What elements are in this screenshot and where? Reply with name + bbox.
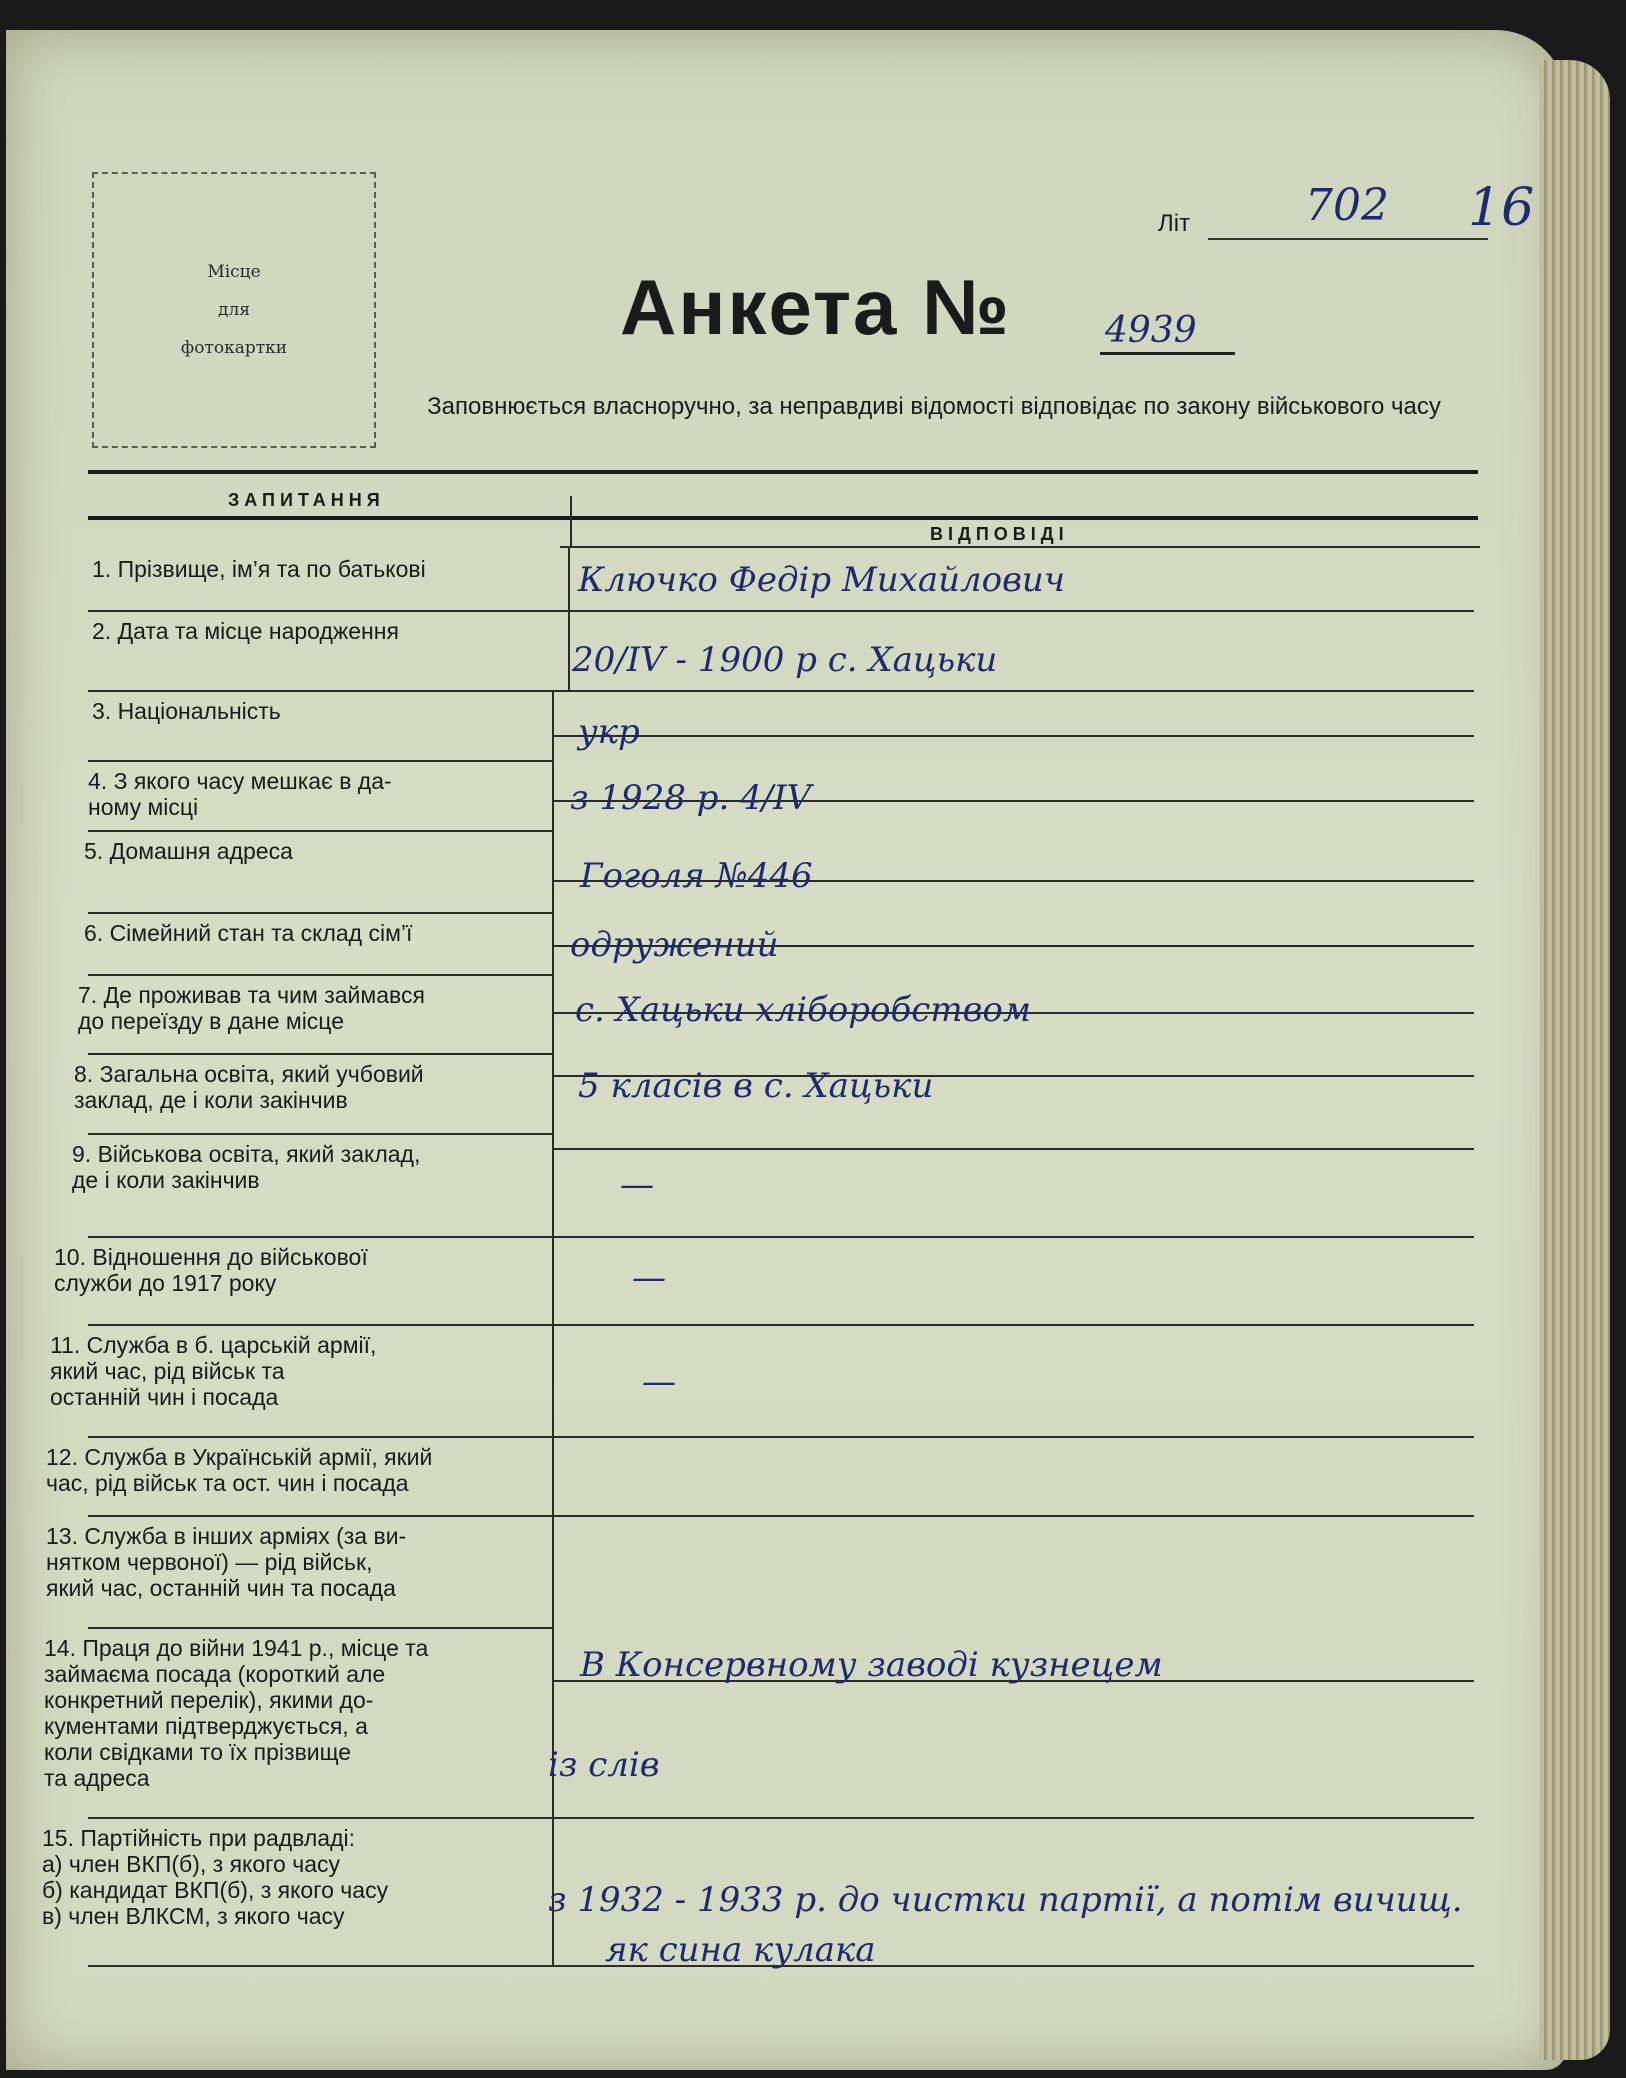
question-row-rule: [88, 760, 554, 762]
column-divider: [552, 1324, 554, 1436]
answer-15-line-2: як сина кулака: [605, 1930, 876, 1970]
question-row-rule: [88, 610, 554, 612]
question-11: 11. Служба в б. царській армії, який час, рід військ та останній чин і посада: [50, 1332, 377, 1410]
column-divider: [552, 1236, 554, 1324]
question-row-rule: [88, 1324, 554, 1326]
form-subtitle: Заповнюється власноручно, за неправдиві відомості відповідає по закону військового часу: [427, 393, 1441, 420]
question-6: 6. Сімейний стан та склад сім’ї: [84, 920, 413, 946]
answer-row-rule: [554, 1148, 1474, 1150]
form-title: Анкета №: [620, 263, 1012, 351]
question-row-rule: [88, 830, 554, 832]
question-row-rule: [88, 1817, 554, 1819]
answer-row-rule: [554, 735, 1474, 737]
answer-row-rule: [554, 610, 1474, 612]
question-row-rule: [88, 1436, 554, 1438]
answer-row-rule: [554, 690, 1474, 692]
column-divider: [552, 830, 554, 912]
column-divider: [552, 1436, 554, 1515]
question-row-rule: [88, 1965, 554, 1967]
question-row-rule: [88, 1133, 554, 1135]
question-row-rule: [88, 912, 554, 914]
photo-label-1: Місце: [207, 262, 261, 282]
questions-header: ЗАПИТАННЯ: [228, 490, 385, 510]
question-1: 1. Прізвище, ім’я та по батькові: [92, 556, 426, 582]
photo-placeholder: [92, 172, 376, 448]
page-edges: [1540, 60, 1610, 2060]
column-divider: [552, 1053, 554, 1133]
photo-label-2: для: [218, 300, 250, 320]
answer-5: Гоголя №446: [580, 856, 813, 896]
question-row-rule: [88, 1515, 554, 1517]
form-number: 4939: [1105, 310, 1197, 351]
answer-row-rule: [554, 1436, 1474, 1438]
photo-label-3: фотокартки: [180, 338, 288, 358]
question-14: 14. Праця до війни 1941 р., місце та займаєма посада (короткий але конкретний перелік), якими до- кументами підтверджується, а коли свідками то їх прізвище та адреса: [44, 1635, 429, 1791]
lit-underline: [1208, 238, 1488, 240]
answer-14-line-2: із слів: [548, 1745, 660, 1785]
question-4: 4. З якого часу мешкає в да- ному місці: [88, 768, 392, 820]
lit-page: 16: [1468, 178, 1535, 238]
column-divider: [552, 1627, 554, 1817]
column-divider: [552, 912, 554, 974]
question-13: 13. Служба в інших арміях (за ви- нятком червоної) — рід військ, який час, останній чин та посада: [46, 1523, 407, 1601]
question-row-rule: [88, 1236, 554, 1238]
question-2: 2. Дата та місце народження: [92, 618, 399, 644]
answer-10: —: [632, 1258, 666, 1298]
answer-2: 20/IV - 1900 р с. Хацьки: [572, 640, 998, 680]
answers-header: ВІДПОВІДІ: [930, 524, 1069, 544]
question-7: 7. Де проживав та чим займався до переїзду в дане місце: [78, 982, 425, 1034]
question-row-rule: [88, 974, 554, 976]
answer-3: укр: [578, 712, 640, 752]
answer-row-rule: [554, 1236, 1474, 1238]
answer-row-rule: [554, 1515, 1474, 1517]
question-9: 9. Військова освіта, який заклад, де і коли закінчив: [72, 1141, 421, 1193]
question-15: 15. Партійність при радвладі: а) член ВКП(б), з якого часу б) кандидат ВКП(б), з якого часу в) член ВЛКСМ, з якого часу: [42, 1825, 389, 1929]
header-rule-mid: [88, 516, 1478, 520]
question-12: 12. Служба в Українській армії, який час, рід військ та ост. чин і посада: [46, 1444, 433, 1496]
column-divider: [552, 760, 554, 830]
question-8: 8. Загальна освіта, який учбовий заклад, де і коли закінчив: [74, 1061, 424, 1113]
question-3: 3. Національність: [92, 698, 281, 724]
question-row-rule: [88, 1053, 554, 1055]
answer-1: Ключко Федір Михайлович: [578, 560, 1065, 600]
header-rule-top: [88, 470, 1478, 474]
answer-14-line-1: В Консервному заводі кузнецем: [580, 1645, 1163, 1685]
question-row-rule: [88, 690, 554, 692]
column-divider: [552, 690, 554, 760]
question-5: 5. Домашня адреса: [84, 838, 293, 864]
answers-header-rule: [560, 546, 1480, 548]
lit-label: Літ: [1158, 210, 1191, 237]
form-number-underline: [1100, 352, 1235, 355]
answer-row-rule: [554, 1817, 1474, 1819]
answer-6: одружений: [570, 925, 779, 965]
answer-7: с. Хацьки хліборобством: [575, 990, 1032, 1030]
column-divider: [568, 610, 570, 690]
answer-9: —: [620, 1165, 654, 1205]
question-row-rule: [88, 1627, 554, 1629]
header-divider: [570, 496, 572, 546]
lit-number: 702: [1305, 180, 1389, 231]
question-10: 10. Відношення до військової служби до 1917 року: [54, 1244, 368, 1296]
answer-8: 5 класів в с. Хацьки: [578, 1066, 934, 1106]
answer-11: —: [642, 1362, 676, 1402]
column-divider: [568, 548, 570, 610]
answer-4: з 1928 р. 4/IV: [570, 778, 812, 818]
answer-15-line-1: з 1932 - 1933 р. до чистки партії, а потім вичищ.: [548, 1880, 1463, 1920]
answer-row-rule: [554, 1324, 1474, 1326]
column-divider: [552, 1515, 554, 1627]
